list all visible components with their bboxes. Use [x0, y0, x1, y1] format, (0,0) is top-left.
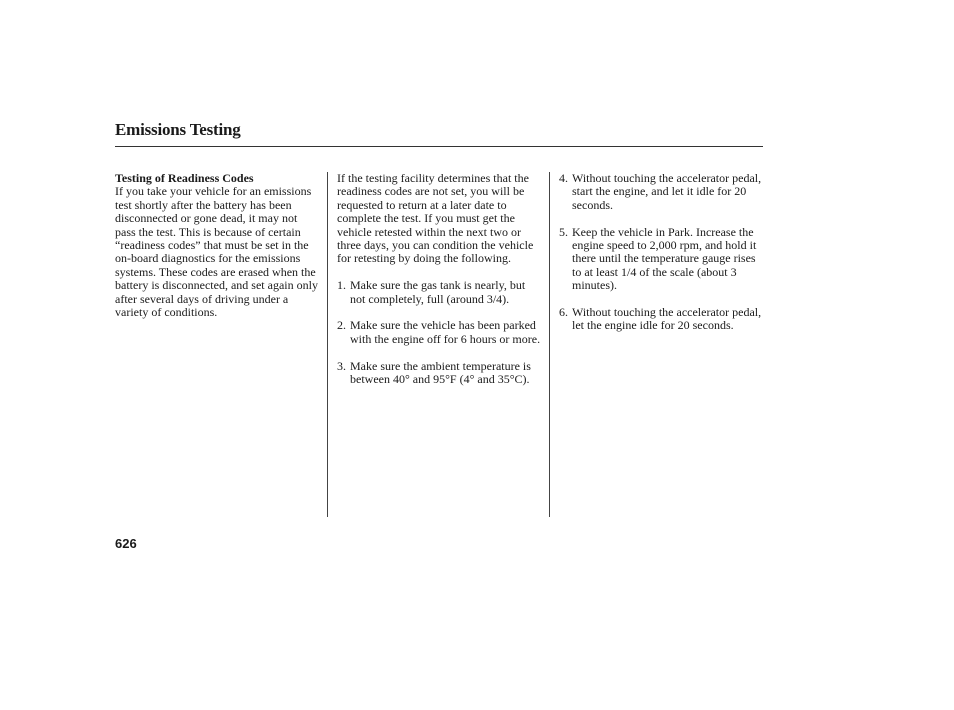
step-text: Make sure the ambient temperature is between 40° and 95°F (4° and 35°C).	[350, 358, 531, 387]
step-number: 2.	[337, 318, 346, 333]
page-title: Emissions Testing	[115, 120, 241, 139]
step-text: Without touching the accelerator pedal, let the engine idle for 20 seconds.	[572, 305, 762, 333]
column-divider-2	[549, 172, 550, 517]
step-item	[559, 226, 764, 293]
step-number: 3.	[337, 358, 346, 373]
step-text: Make sure the gas tank is nearly, but not completely, full (around 3/4).	[350, 278, 526, 306]
step-text: Make sure the vehicle has been parked with the engine off for 6 hours or more.	[350, 318, 541, 346]
section-body: If you take your vehicle for an emissions test shortly after the battery has been disconnected or gone dead, it may not pass the test. This is because of certain “readiness codes” that must be set in the on-board diagnostics for the emissions systems. These codes are erased when the battery is disconnected, and set again only after several days of driving under a variety of conditions.	[115, 184, 318, 320]
title-rule	[115, 146, 763, 147]
step-item	[559, 172, 764, 212]
step-item	[337, 360, 542, 387]
step-number: 1.	[337, 278, 346, 293]
step-number: 5.	[559, 224, 568, 239]
column-1	[115, 172, 320, 319]
intro-paragraph: If the testing facility determines that the readiness codes are not set, you will be requested to return at a later date to complete the test. If you must get the vehicle retested within the next two or three days, you can condition the vehicle for retesting by doing the following.	[337, 171, 534, 266]
column-divider-1	[327, 172, 328, 517]
step-item	[559, 306, 764, 333]
step-item	[337, 279, 542, 306]
steps-list-1	[337, 279, 542, 386]
step-item	[337, 319, 542, 346]
step-text: Keep the vehicle in Park. Increase the engine speed to 2,000 rpm, and hold it there until the temperature gauge rises to at least 1/4 of the scale (about 3 minutes).	[572, 224, 757, 293]
column-2	[337, 172, 542, 400]
step-text: Without touching the accelerator pedal, start the engine, and let it idle for 20 seconds.	[572, 171, 762, 212]
step-number: 4.	[559, 171, 568, 185]
page-number: 626	[115, 536, 137, 551]
step-number: 6.	[559, 305, 568, 320]
section-heading: Testing of Readiness Codes	[115, 171, 254, 185]
steps-list-2	[559, 172, 764, 333]
column-3	[559, 172, 764, 346]
